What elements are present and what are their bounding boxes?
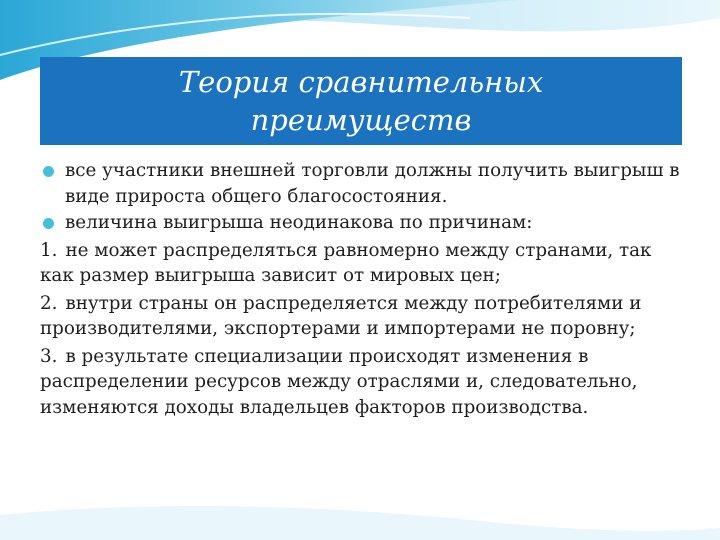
numbered-item [40,291,690,342]
item-number: 1. [40,239,58,261]
item-number: 3. [40,345,58,367]
slide-title-line-2: преимуществ [250,103,472,137]
numbered-text: не может распределяться равномерно между странами, так как размер выигрыша зависит от мировых цен; [40,239,652,286]
bullet-dot-icon [43,218,54,229]
bullet-item [40,158,690,209]
slide-title [40,57,682,145]
bullet-text: величина выигрыша неодинакова по причинам: [65,212,533,233]
numbered-text: в результате специализации происходят изменения в распределении ресурсов между отраслями и, следовательно, изменяются доходы владельцев факторов производства. [40,345,638,418]
numbered-item [40,238,690,289]
bullet-item [40,210,690,236]
bullet-dot-icon [43,166,54,177]
slide-title-line-1: Теория сравнительных [178,65,544,99]
item-number: 2. [40,292,58,314]
title-banner [40,57,682,145]
numbered-item [40,344,690,421]
slide-content [40,158,690,422]
numbered-text: внутри страны он распределяется между потребителями и производителями, экспортерами и импортерами не поровну; [40,292,642,339]
bullet-text: все участники внешней торговли должны получить выигрыш в виде прироста общего благосостояния. [65,160,680,207]
